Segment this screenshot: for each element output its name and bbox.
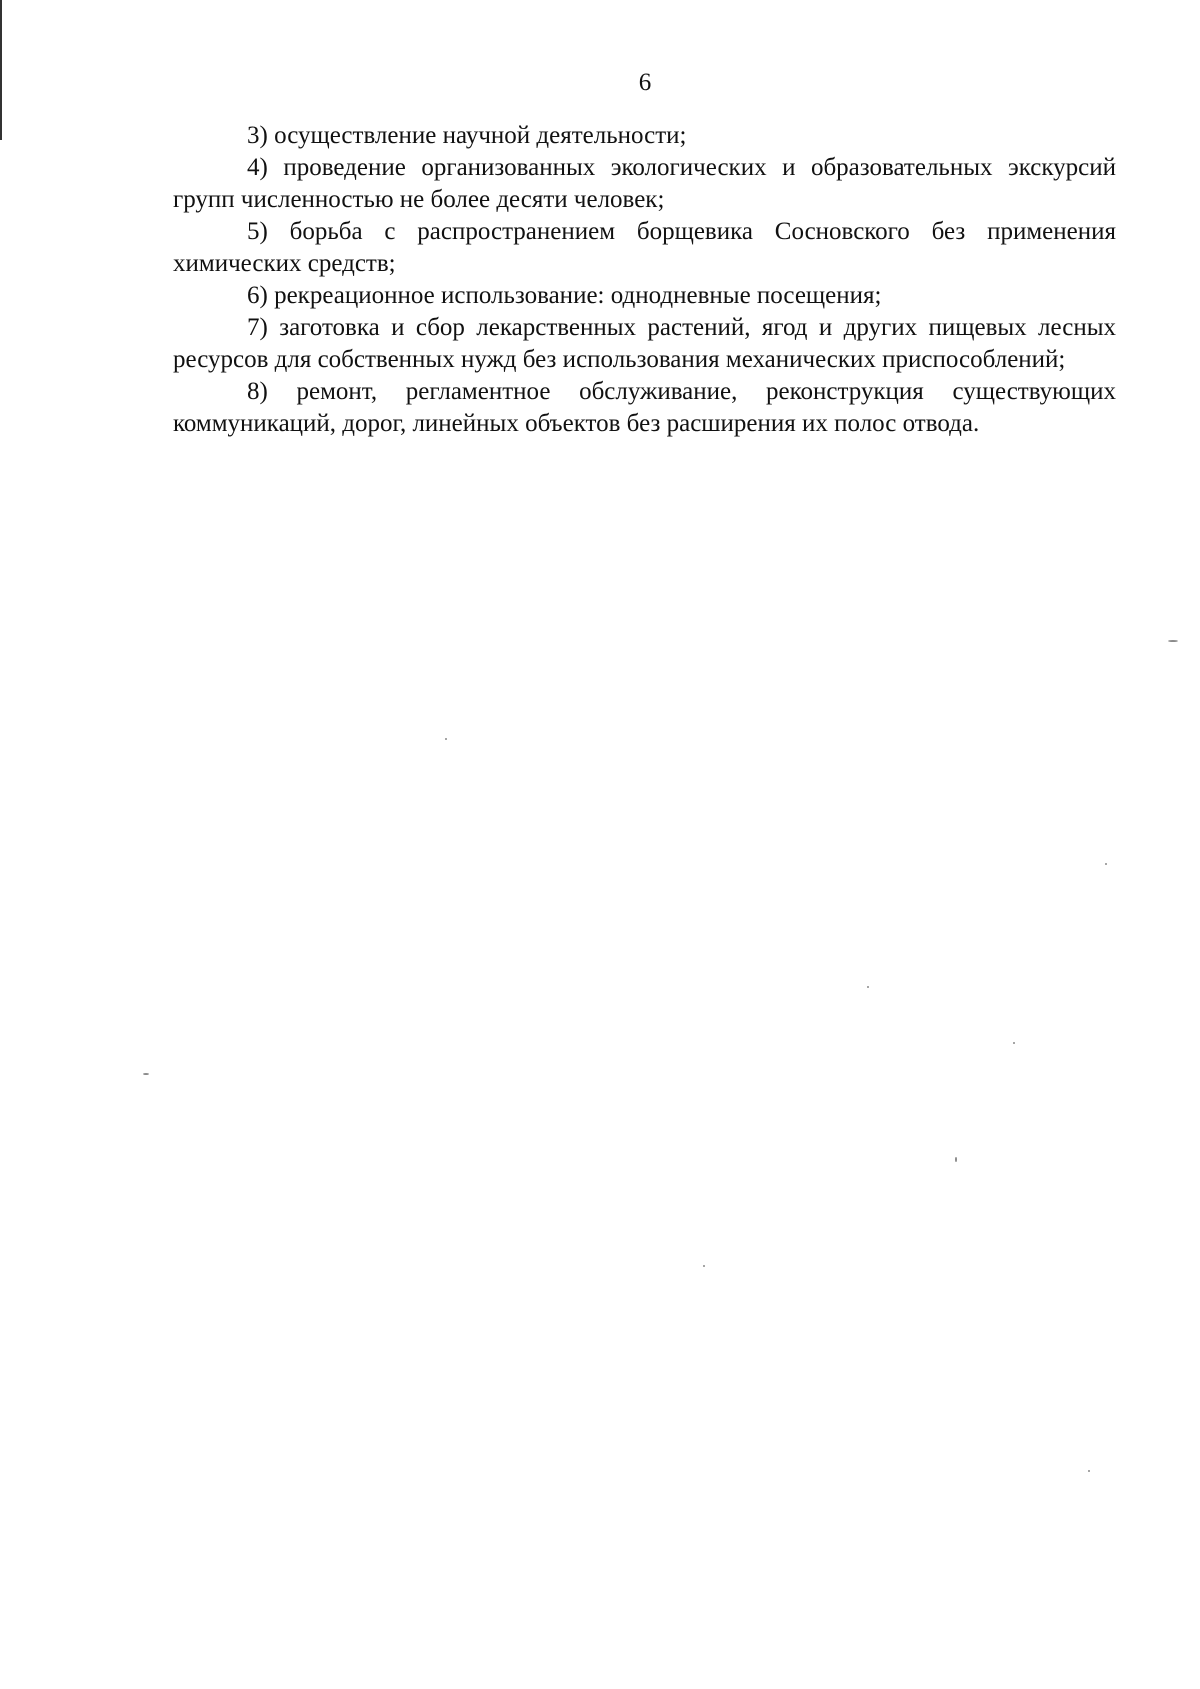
list-body bbox=[173, 120, 1116, 440]
list-item-text: заготовка и сбор лекарственных растений, ягод и других пищевых лесных ресурсов для собственных нужд без использования механических приспособлений; bbox=[173, 314, 1117, 373]
list-item-text: проведение организованных экологических и образовательных экскурсий групп численностью не более десяти человек; bbox=[173, 154, 1117, 213]
scan-speck bbox=[445, 738, 447, 740]
scan-speck bbox=[955, 1157, 957, 1162]
list-item-text: ремонт, регламентное обслуживание, реконструкция существующих коммуникаций, дорог, линейных объектов без расширения их полос отвода. bbox=[173, 378, 1116, 437]
list-item-8 bbox=[173, 376, 1116, 440]
list-item-text: рекреационное использование: однодневные посещения; bbox=[274, 282, 882, 309]
scan-speck bbox=[1088, 1470, 1090, 1472]
list-item-5 bbox=[173, 216, 1116, 280]
list-item-number: 6) bbox=[247, 282, 268, 309]
list-item-4 bbox=[173, 152, 1116, 216]
page-number: 6 bbox=[638, 69, 652, 96]
list-item-text: осуществление научной деятельности; bbox=[274, 122, 687, 149]
list-item-number: 8) bbox=[247, 378, 268, 405]
scan-speck bbox=[143, 1073, 149, 1075]
list-item-3 bbox=[173, 120, 1116, 152]
scan-speck bbox=[1013, 1042, 1015, 1044]
list-item-number: 3) bbox=[247, 122, 268, 149]
scan-speck bbox=[1168, 640, 1178, 642]
list-item-7 bbox=[173, 312, 1116, 376]
scan-speck bbox=[1105, 863, 1107, 865]
list-item-number: 5) bbox=[247, 218, 268, 245]
scan-speck bbox=[867, 986, 869, 988]
list-item-6 bbox=[173, 280, 1116, 312]
list-item-number: 4) bbox=[247, 154, 268, 181]
list-item-text: борьба с распространением борщевика Сосновского без применения химических средств; bbox=[173, 218, 1116, 277]
scan-speck bbox=[703, 1265, 705, 1267]
list-item-number: 7) bbox=[247, 314, 268, 341]
